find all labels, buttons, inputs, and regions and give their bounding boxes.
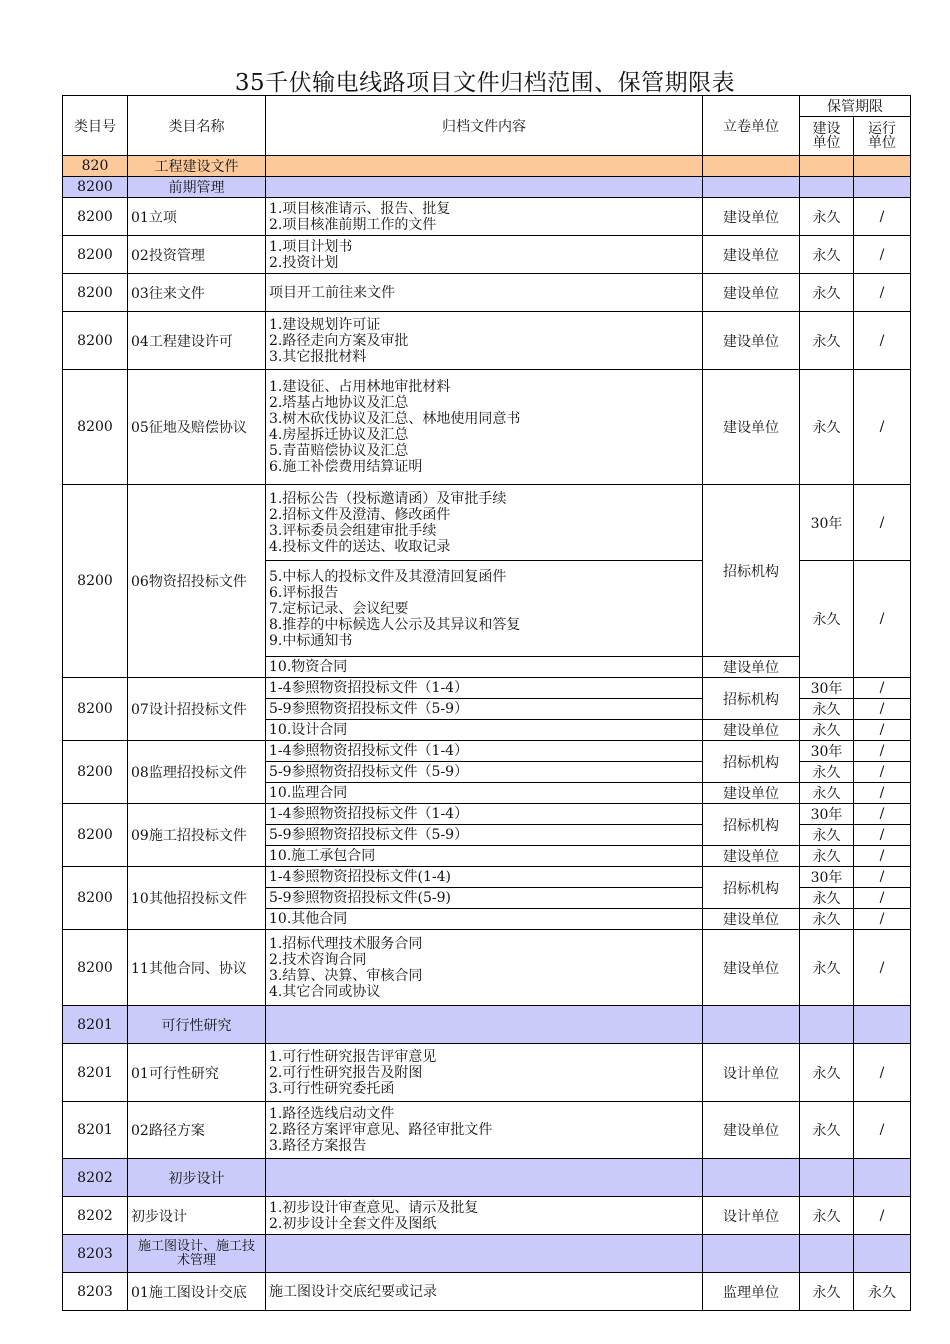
row-run-period: / — [854, 312, 911, 370]
table-row — [63, 156, 911, 177]
row-name: 04工程建设许可 — [128, 312, 266, 370]
table-row — [63, 1273, 911, 1311]
table-row — [63, 741, 911, 762]
row-build-period: 永久 — [800, 561, 854, 678]
row-build-period: 永久 — [800, 909, 854, 930]
row-name: 初步设计 — [128, 1159, 266, 1197]
row-run-period: / — [854, 762, 911, 783]
table-row — [63, 930, 911, 1006]
row-code: 8201 — [63, 1006, 128, 1044]
row-code: 8201 — [63, 1044, 128, 1102]
row-run-period: / — [854, 370, 911, 485]
row-name: 01施工图设计交底 — [128, 1273, 266, 1311]
row-build-period: 永久 — [800, 846, 854, 867]
header-period: 保管期限 — [800, 96, 911, 117]
row-run-period: / — [854, 741, 911, 762]
table-row — [63, 236, 911, 274]
row-name: 可行性研究 — [128, 1006, 266, 1044]
row-code: 8200 — [63, 485, 128, 678]
table-row — [63, 312, 911, 370]
row-unit: 招标机构 — [703, 804, 800, 846]
row-name: 11其他合同、协议 — [128, 930, 266, 1006]
row-code: 8200 — [63, 678, 128, 741]
row-unit: 设计单位 — [703, 1044, 800, 1102]
row-run-period: / — [854, 274, 911, 312]
header-run-unit: 运行 单位 — [854, 117, 911, 156]
header-name: 类目名称 — [128, 96, 266, 156]
row-build-period: 永久 — [800, 312, 854, 370]
row-content: 1-4参照物资招投标文件（1-4） — [266, 678, 703, 699]
row-unit: 招标机构 — [703, 485, 800, 657]
row-unit: 建设单位 — [703, 274, 800, 312]
row-build-period: 永久 — [800, 274, 854, 312]
row-content: 1-4参照物资招投标文件（1-4） — [266, 804, 703, 825]
archive-table — [62, 95, 911, 1311]
row-code: 8200 — [63, 274, 128, 312]
row-build-period: 永久 — [800, 1102, 854, 1159]
row-build-period: 30年 — [800, 867, 854, 888]
table-row — [63, 867, 911, 888]
row-content: 5-9参照物资招投标文件（5-9） — [266, 699, 703, 720]
row-unit: 监理单位 — [703, 1273, 800, 1311]
row-content: 10.施工承包合同 — [266, 846, 703, 867]
row-content: 5-9参照物资招投标文件(5-9) — [266, 888, 703, 909]
row-unit: 设计单位 — [703, 1197, 800, 1235]
row-run-period: / — [854, 720, 911, 741]
row-name: 施工图设计、施工技 术管理 — [128, 1235, 266, 1273]
row-run-period: / — [854, 1197, 911, 1235]
table-row — [63, 1102, 911, 1159]
row-run-period: / — [854, 236, 911, 274]
row-build-period: 永久 — [800, 370, 854, 485]
row-unit: 建设单位 — [703, 930, 800, 1006]
row-run-period: 永久 — [854, 1273, 911, 1311]
row-content: 5-9参照物资招投标文件（5-9） — [266, 762, 703, 783]
row-unit: 建设单位 — [703, 846, 800, 867]
row-run-period: / — [854, 930, 911, 1006]
row-build-period: 永久 — [800, 198, 854, 236]
row-unit: 建设单位 — [703, 370, 800, 485]
row-content: 10.监理合同 — [266, 783, 703, 804]
table-row — [63, 177, 911, 198]
row-build-period: 永久 — [800, 699, 854, 720]
row-run-period: / — [854, 678, 911, 699]
row-name: 03往来文件 — [128, 274, 266, 312]
row-run-period: / — [854, 867, 911, 888]
table-row — [63, 678, 911, 699]
row-build-period: 永久 — [800, 1044, 854, 1102]
row-code: 8200 — [63, 198, 128, 236]
row-run-period: / — [854, 1102, 911, 1159]
row-content: 1.招标公告（投标邀请函）及审批手续 2.招标文件及澄清、修改函件 3.评标委员会组建审批手续 4.投标文件的送达、收取记录 — [266, 485, 703, 561]
row-code: 8200 — [63, 312, 128, 370]
row-code: 8201 — [63, 1102, 128, 1159]
row-build-period: 30年 — [800, 678, 854, 699]
row-run-period: / — [854, 699, 911, 720]
row-run-period: / — [854, 1044, 911, 1102]
row-build-period: 30年 — [800, 804, 854, 825]
row-unit: 建设单位 — [703, 657, 800, 678]
table-row — [63, 274, 911, 312]
row-code: 8203 — [63, 1273, 128, 1311]
row-run-period: / — [854, 561, 911, 678]
row-name: 09施工招投标文件 — [128, 804, 266, 867]
table-row — [63, 1235, 911, 1273]
row-unit: 招标机构 — [703, 678, 800, 720]
table-row — [63, 1159, 911, 1197]
row-run-period: / — [854, 846, 911, 867]
row-code: 8202 — [63, 1197, 128, 1235]
row-content: 项目开工前往来文件 — [266, 274, 703, 312]
row-name: 01可行性研究 — [128, 1044, 266, 1102]
row-name: 06物资招投标文件 — [128, 485, 266, 678]
row-name: 07设计招投标文件 — [128, 678, 266, 741]
row-unit: 招标机构 — [703, 741, 800, 783]
row-code: 8200 — [63, 177, 128, 198]
row-code: 8200 — [63, 236, 128, 274]
row-run-period: / — [854, 888, 911, 909]
row-content: 10.物资合同 — [266, 657, 703, 678]
row-build-period: 30年 — [800, 485, 854, 561]
row-content: 10.其他合同 — [266, 909, 703, 930]
row-build-period: 永久 — [800, 888, 854, 909]
row-build-period: 永久 — [800, 236, 854, 274]
row-run-period: / — [854, 804, 911, 825]
row-unit: 建设单位 — [703, 783, 800, 804]
row-unit: 建设单位 — [703, 236, 800, 274]
row-content: 10.设计合同 — [266, 720, 703, 741]
row-content: 施工图设计交底纪要或记录 — [266, 1273, 703, 1311]
row-unit: 建设单位 — [703, 312, 800, 370]
header-content: 归档文件内容 — [266, 96, 703, 156]
row-content: 1.建设规划许可证 2.路径走向方案及审批 3.其它报批材料 — [266, 312, 703, 370]
row-run-period: / — [854, 485, 911, 561]
row-content: 1.项目计划书 2.投资计划 — [266, 236, 703, 274]
row-name: 初步设计 — [128, 1197, 266, 1235]
table-row — [63, 485, 911, 561]
row-name: 02投资管理 — [128, 236, 266, 274]
row-code: 820 — [63, 156, 128, 177]
row-name: 08监理招投标文件 — [128, 741, 266, 804]
row-content: 1-4参照物资招投标文件（1-4） — [266, 741, 703, 762]
row-code: 8203 — [63, 1235, 128, 1273]
header-unit: 立卷单位 — [703, 96, 800, 156]
row-code: 8202 — [63, 1159, 128, 1197]
row-build-period: 30年 — [800, 741, 854, 762]
table-row — [63, 370, 911, 485]
row-content: 1.初步设计审查意见、请示及批复 2.初步设计全套文件及图纸 — [266, 1197, 703, 1235]
row-code: 8200 — [63, 867, 128, 930]
row-unit: 招标机构 — [703, 867, 800, 909]
row-content: 1.可行性研究报告评审意见 2.可行性研究报告及附图 3.可行性研究委托函 — [266, 1044, 703, 1102]
row-unit: 建设单位 — [703, 720, 800, 741]
row-name: 工程建设文件 — [128, 156, 266, 177]
table-row — [63, 804, 911, 825]
table-row — [63, 1044, 911, 1102]
row-name: 02路径方案 — [128, 1102, 266, 1159]
row-build-period: 永久 — [800, 1273, 854, 1311]
row-content: 5.中标人的投标文件及其澄清回复函件 6.评标报告 7.定标记录、会议纪要 8.推荐的中标候选人公示及其异议和答复 9.中标通知书 — [266, 561, 703, 657]
row-name: 05征地及赔偿协议 — [128, 370, 266, 485]
row-build-period: 永久 — [800, 720, 854, 741]
row-content: 1.路径选线启动文件 2.路径方案评审意见、路径审批文件 3.路径方案报告 — [266, 1102, 703, 1159]
row-code: 8200 — [63, 804, 128, 867]
row-content: 5-9参照物资招投标文件（5-9） — [266, 825, 703, 846]
row-code: 8200 — [63, 741, 128, 804]
row-name: 10其他招投标文件 — [128, 867, 266, 930]
row-run-period: / — [854, 825, 911, 846]
table-row — [63, 1006, 911, 1044]
row-run-period: / — [854, 783, 911, 804]
row-unit: 建设单位 — [703, 909, 800, 930]
row-content: 1.建设征、占用林地审批材料 2.塔基占地协议及汇总 3.树木砍伐协议及汇总、林地使用同意书 4.房屋拆迁协议及汇总 5.青苗赔偿协议及汇总 6.施工补偿费用结算证明 — [266, 370, 703, 485]
row-content: 1.招标代理技术服务合同 2.技术咨询合同 3.结算、决算、审核合同 4.其它合同或协议 — [266, 930, 703, 1006]
row-content: 1.项目核准请示、报告、批复 2.项目核准前期工作的文件 — [266, 198, 703, 236]
table-row — [63, 198, 911, 236]
row-run-period: / — [854, 909, 911, 930]
page-title: 35千伏输电线路项目文件归档范围、保管期限表 — [234, 70, 736, 96]
row-unit: 建设单位 — [703, 198, 800, 236]
row-name: 01立项 — [128, 198, 266, 236]
row-build-period: 永久 — [800, 825, 854, 846]
header-build-unit: 建设 单位 — [800, 117, 854, 156]
row-code: 8200 — [63, 930, 128, 1006]
header-code: 类目号 — [63, 96, 128, 156]
row-content: 1-4参照物资招投标文件(1-4) — [266, 867, 703, 888]
row-build-period: 永久 — [800, 930, 854, 1006]
row-run-period: / — [854, 198, 911, 236]
row-build-period: 永久 — [800, 762, 854, 783]
row-code: 8200 — [63, 370, 128, 485]
row-unit: 建设单位 — [703, 1102, 800, 1159]
table-row — [63, 1197, 911, 1235]
row-build-period: 永久 — [800, 783, 854, 804]
row-build-period: 永久 — [800, 1197, 854, 1235]
row-name: 前期管理 — [128, 177, 266, 198]
